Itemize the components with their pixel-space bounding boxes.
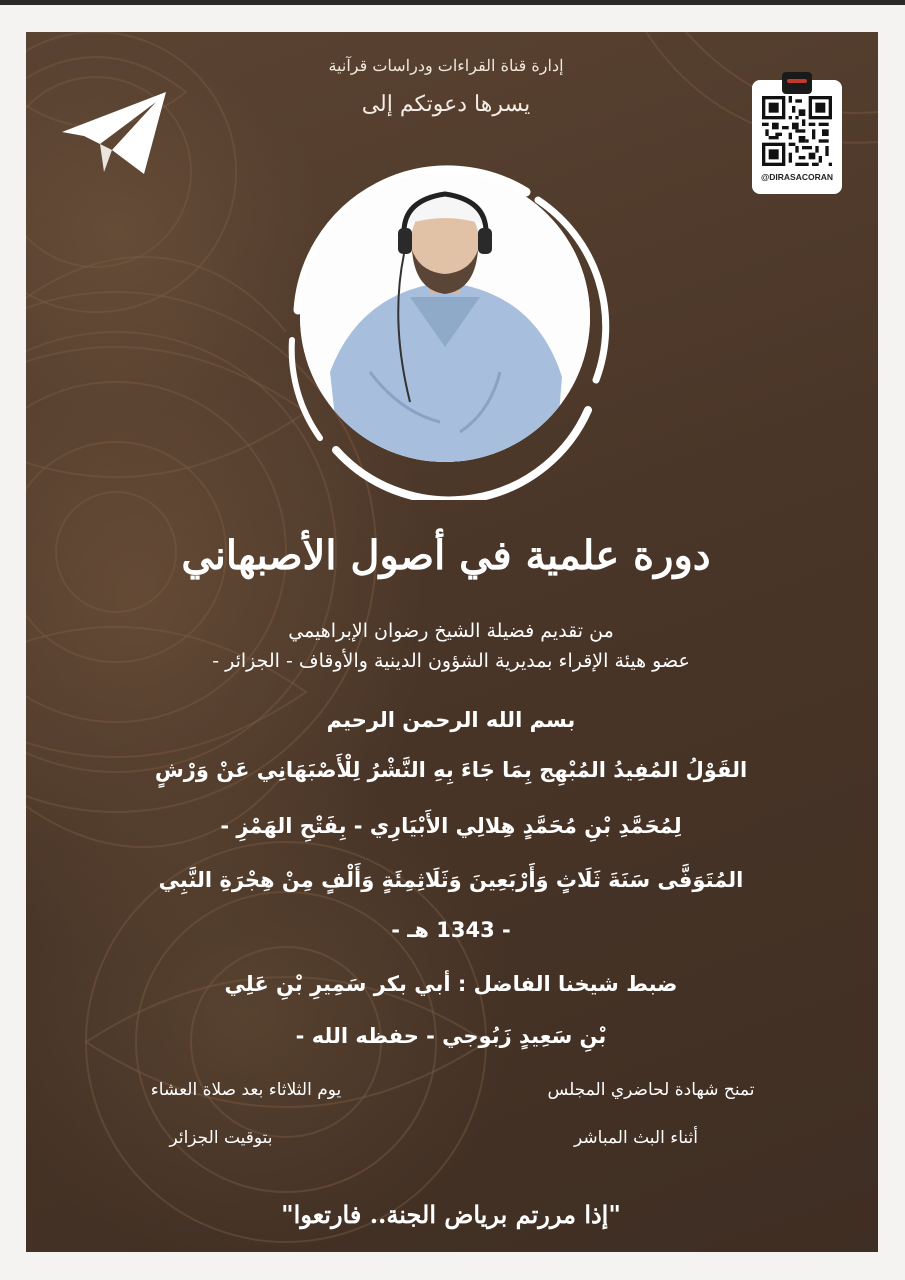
telegram-icon (60, 88, 170, 178)
book-title-line-2: لِمُحَمَّدِ بْنِ مُحَمَّدٍ هِلالِي الأَبْيَارِي - بِفَتْحِ الهَمْزِ - (220, 814, 682, 838)
qr-code-icon (762, 96, 832, 166)
sheikh-portrait (300, 172, 590, 462)
course-title: دورة علمية في أصول الأصبهاني (181, 532, 711, 579)
day-time-text: يوم الثلاثاء بعد صلاة العشاء (150, 1080, 342, 1100)
presenter-line: من تقديم فضيلة الشيخ رضوان الإبراهيمي (288, 620, 614, 642)
qr-handle-text: @DIRASACORAN (760, 172, 834, 182)
editor-line-2: بْنِ سَعِيدٍ زَبُوجي - حفظه الله - (295, 1024, 607, 1048)
invitation-text: يسرها دعوتكم إلى (361, 92, 531, 117)
timezone-text: بتوقيت الجزائر (169, 1128, 273, 1148)
basmala-line: بسم الله الرحمن الرحيم (326, 708, 576, 732)
live-broadcast-text: أثناء البث المباشر (574, 1128, 698, 1148)
qr-code-card[interactable] (752, 80, 842, 194)
admin-channel-text: إدارة قناة القراءات ودراسات قرآنية (328, 56, 564, 75)
channel-logo-icon (782, 72, 812, 94)
presenter-role: عضو هيئة الإقراء بمديرية الشؤون الدينية والأوقاف - الجزائر - (212, 650, 690, 672)
closing-quote: "إذا مررتم برياض الجنة.. فارتعوا" (281, 1200, 621, 1229)
hijri-year-line: - 1343 هـ - (391, 918, 511, 942)
book-title-line-3: المُتَوَفَّى سَنَةَ ثَلَاثٍ وَأَرْبَعِينَ وَثَلَاثِمِئَةٍ وَأَلْفٍ مِنْ هِجْرَةِ النَّبِي (158, 868, 744, 892)
poster (26, 32, 878, 1252)
certificate-text: تمنح شهادة لحاضري المجلس (547, 1080, 755, 1100)
editor-line-1: ضبط شيخنا الفاضل : أبي بكر سَمِيرِ بْنِ عَلِي (224, 972, 678, 996)
book-title-line-1: القَوْلُ المُفِيدُ المُبْهِج بِمَا جَاءَ بِهِ النَّشْرُ لِلْأَصْبَهَانِي عَنْ وَرْشٍ (154, 758, 748, 782)
top-border (0, 0, 905, 5)
